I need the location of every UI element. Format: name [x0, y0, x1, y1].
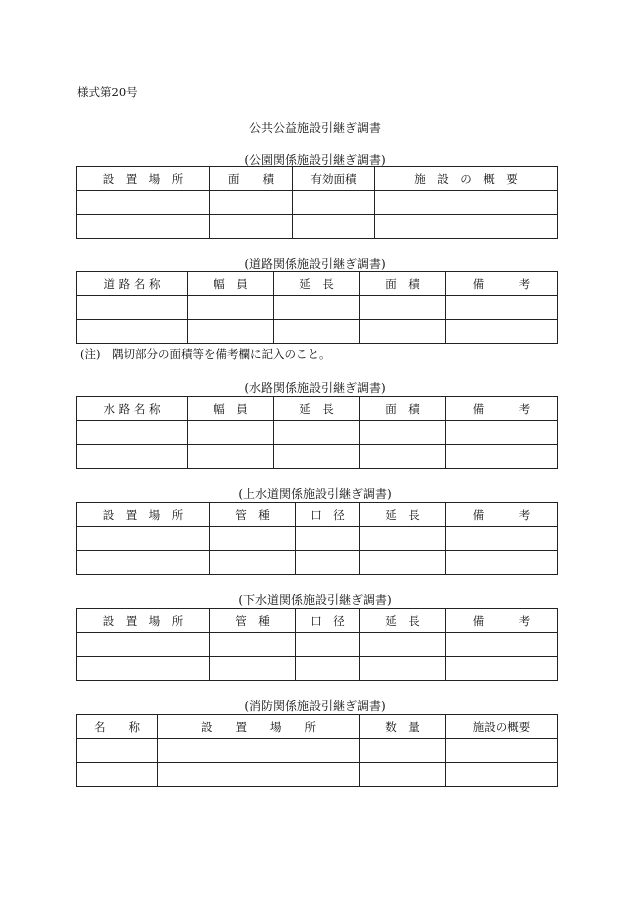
table-header-row — [77, 609, 558, 633]
table-cell — [210, 633, 296, 657]
table-row — [77, 296, 558, 320]
table-row — [77, 421, 558, 445]
table-cell — [296, 633, 360, 657]
table-cell — [77, 657, 210, 681]
header-cell: 設 置 場 所 — [77, 609, 210, 633]
table-cell — [158, 739, 360, 763]
table-cell — [210, 191, 293, 215]
table-cell — [446, 527, 558, 551]
header-cell: 管 種 — [210, 503, 296, 527]
table-cell — [274, 421, 360, 445]
water-supply-section-title: (上水道関係施設引継ぎ調書) — [238, 487, 392, 501]
table-row — [77, 320, 558, 344]
header-cell: 道 路 名 称 — [77, 272, 188, 296]
table-cell — [210, 551, 296, 575]
table-cell — [446, 421, 558, 445]
header-cell: 幅 員 — [188, 397, 274, 421]
header-cell: 延 長 — [360, 503, 446, 527]
table-cell — [188, 296, 274, 320]
waterway-facilities-table — [76, 396, 558, 469]
sewerage-section-title: (下水道関係施設引継ぎ調書) — [238, 593, 392, 607]
table-cell — [296, 551, 360, 575]
header-cell: 延 長 — [274, 272, 360, 296]
table-header-row — [77, 715, 558, 739]
table-cell — [446, 633, 558, 657]
table-cell — [360, 657, 446, 681]
table-cell — [360, 739, 446, 763]
water-supply-facilities-table — [76, 502, 558, 575]
table-cell — [77, 421, 188, 445]
table-cell — [77, 763, 158, 787]
header-cell: 設 置 場 所 — [158, 715, 360, 739]
header-cell: 名 称 — [77, 715, 158, 739]
table-row — [77, 657, 558, 681]
table-header-row — [77, 397, 558, 421]
header-cell: 口 径 — [296, 609, 360, 633]
table-cell — [360, 527, 446, 551]
header-cell: 水 路 名 称 — [77, 397, 188, 421]
table-cell — [360, 445, 446, 469]
table-cell — [446, 739, 558, 763]
table-cell — [77, 551, 210, 575]
table-row — [77, 763, 558, 787]
header-cell: 設 置 場 所 — [77, 503, 210, 527]
table-cell — [293, 191, 375, 215]
header-cell: 面 積 — [210, 167, 293, 191]
table-cell — [360, 296, 446, 320]
table-cell — [274, 320, 360, 344]
header-cell: 延 長 — [274, 397, 360, 421]
table-row — [77, 191, 558, 215]
table-cell — [446, 296, 558, 320]
table-cell — [360, 633, 446, 657]
header-cell: 備 考 — [446, 609, 558, 633]
table-cell — [210, 527, 296, 551]
header-cell: 管 種 — [210, 609, 296, 633]
table-row — [77, 215, 558, 239]
header-cell: 備 考 — [446, 272, 558, 296]
header-cell: 備 考 — [446, 503, 558, 527]
table-cell — [360, 551, 446, 575]
table-cell — [77, 215, 210, 239]
document-title: 公共公益施設引継ぎ調書 — [248, 121, 381, 135]
table-cell — [77, 191, 210, 215]
park-facilities-table — [76, 166, 558, 239]
road-section-title: (道路関係施設引継ぎ調書) — [244, 257, 386, 271]
table-header-row — [77, 167, 558, 191]
park-section-title: (公園関係施設引継ぎ調書) — [244, 153, 386, 167]
table-header-row — [77, 503, 558, 527]
road-note: (注) 隅切部分の面積等を備考欄に記入のこと。 — [80, 347, 331, 361]
table-cell — [446, 445, 558, 469]
table-cell — [296, 527, 360, 551]
table-row — [77, 527, 558, 551]
table-cell — [77, 296, 188, 320]
header-cell: 面 積 — [360, 272, 446, 296]
sewerage-facilities-table — [76, 608, 558, 681]
fire-facilities-table — [76, 714, 558, 787]
table-cell — [446, 763, 558, 787]
table-cell — [360, 320, 446, 344]
table-cell — [158, 763, 360, 787]
table-cell — [77, 445, 188, 469]
header-cell: 有効面積 — [293, 167, 375, 191]
table-cell — [210, 657, 296, 681]
table-row — [77, 739, 558, 763]
table-row — [77, 551, 558, 575]
table-cell — [360, 421, 446, 445]
table-header-row — [77, 272, 558, 296]
table-cell — [446, 320, 558, 344]
table-cell — [77, 739, 158, 763]
table-cell — [375, 191, 558, 215]
table-cell — [210, 215, 293, 239]
header-cell: 施 設 の 概 要 — [375, 167, 558, 191]
header-cell: 備 考 — [446, 397, 558, 421]
table-cell — [360, 763, 446, 787]
form-number: 様式第20号 — [77, 85, 138, 99]
table-cell — [446, 657, 558, 681]
header-cell: 延 長 — [360, 609, 446, 633]
fire-section-title: (消防関係施設引継ぎ調書) — [244, 699, 386, 713]
table-cell — [188, 320, 274, 344]
header-cell: 数 量 — [360, 715, 446, 739]
table-cell — [446, 551, 558, 575]
header-cell: 面 積 — [360, 397, 446, 421]
table-cell — [274, 445, 360, 469]
table-cell — [188, 445, 274, 469]
table-cell — [77, 527, 210, 551]
header-cell: 幅 員 — [188, 272, 274, 296]
header-cell: 施設の概要 — [446, 715, 558, 739]
header-cell: 設 置 場 所 — [77, 167, 210, 191]
table-cell — [375, 215, 558, 239]
waterway-section-title: (水路関係施設引継ぎ調書) — [244, 381, 386, 395]
table-cell — [274, 296, 360, 320]
road-facilities-table — [76, 271, 558, 344]
table-cell — [296, 657, 360, 681]
table-row — [77, 445, 558, 469]
table-cell — [77, 320, 188, 344]
table-cell — [77, 633, 210, 657]
table-cell — [188, 421, 274, 445]
header-cell: 口 径 — [296, 503, 360, 527]
table-cell — [293, 215, 375, 239]
table-row — [77, 633, 558, 657]
